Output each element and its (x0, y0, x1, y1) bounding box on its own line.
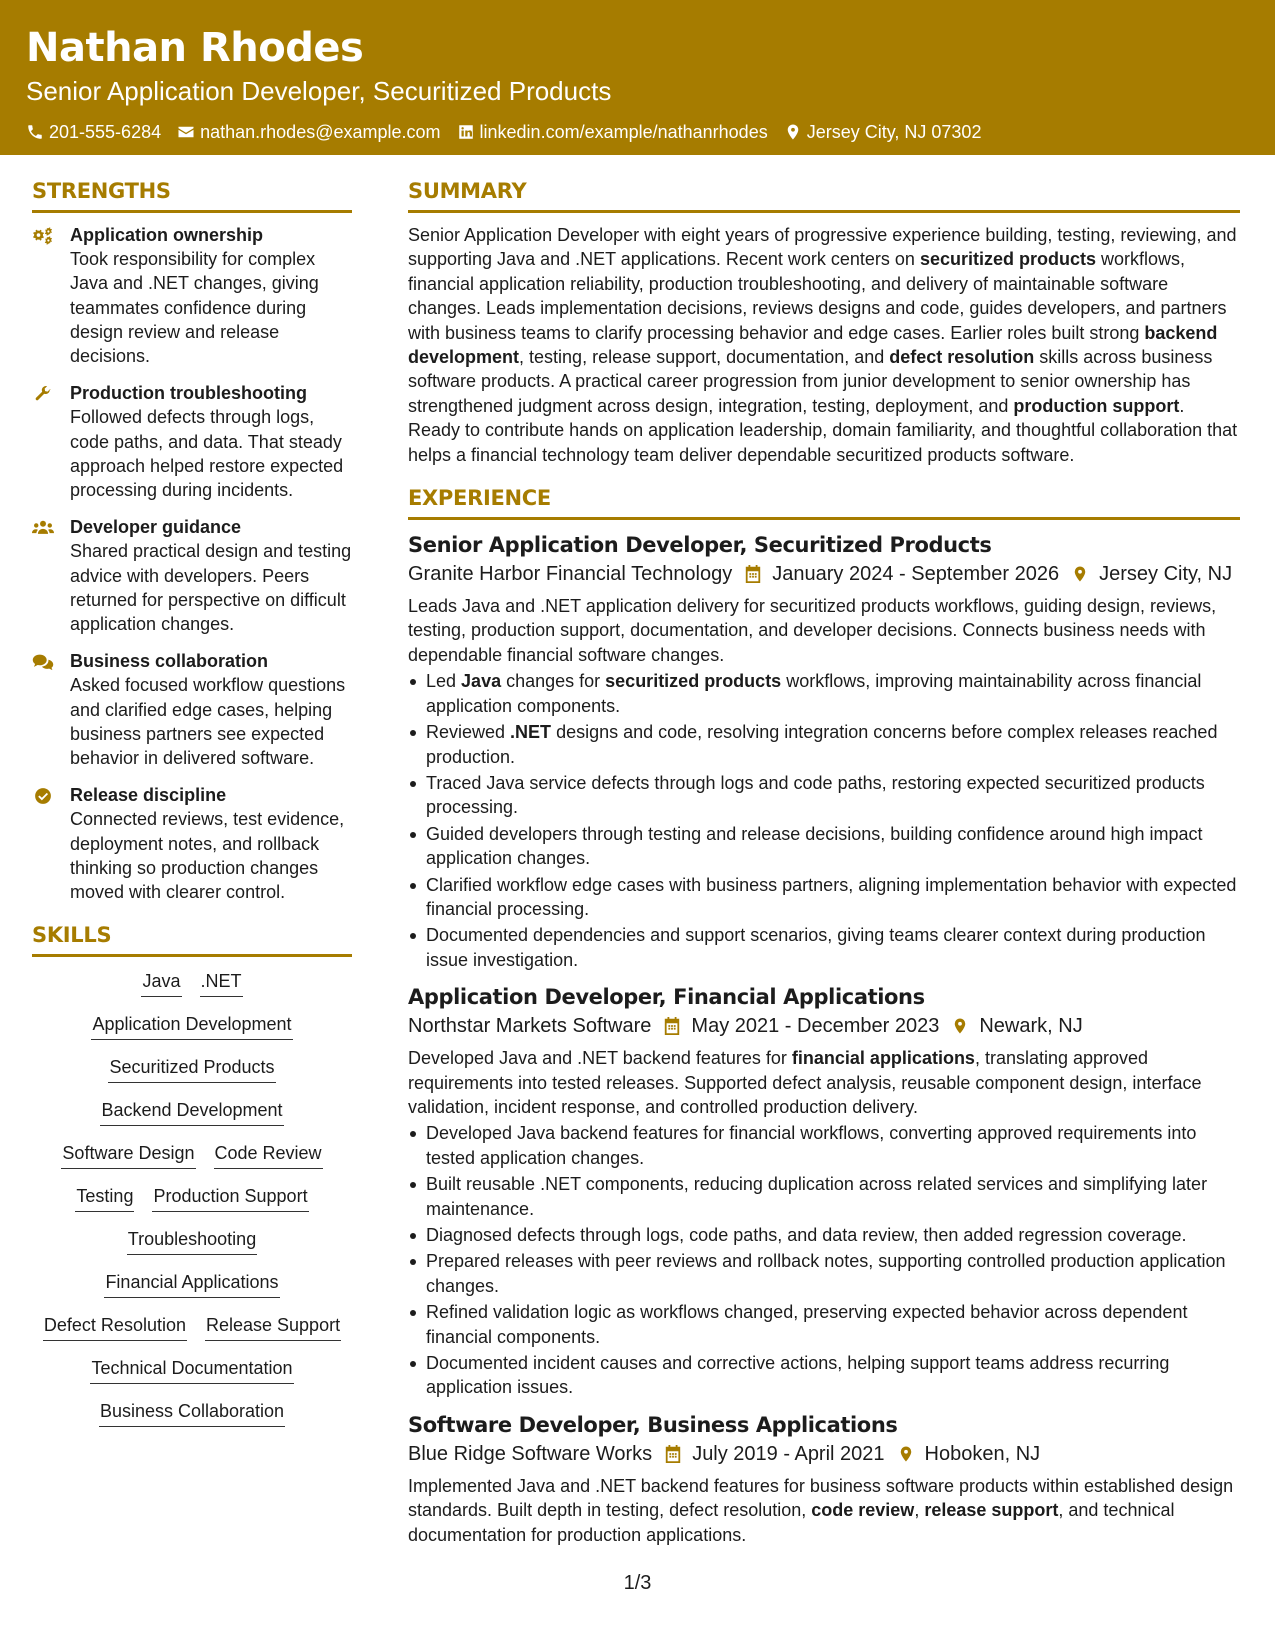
skill-tag: Securitized Products (108, 1055, 275, 1083)
location-text: Jersey City, NJ 07302 (806, 122, 982, 142)
skill-tag: Backend Development (100, 1098, 283, 1126)
job-bullets (408, 1121, 1240, 1399)
map-pin-icon (784, 123, 802, 141)
contact-email[interactable] (177, 120, 440, 144)
job-entry (408, 1410, 1240, 1547)
strength-item (32, 649, 352, 770)
strength-title: Developer guidance (70, 517, 242, 538)
strength-title: Application ownership (70, 225, 264, 245)
summary-heading: SUMMARY (408, 176, 1240, 213)
strength-text: Followed defects through logs, code paths, and data. That steady approach helped restore expected processing during incidents. (70, 407, 344, 501)
job-company: Blue Ridge Software Works (408, 1442, 653, 1465)
linkedin-text: linkedin.com/example/nathanrhodes (479, 122, 768, 142)
bullet-item: Refined validation logic as workflows changed, preserving expected behavior across dependent financial components. (408, 1300, 1240, 1349)
gears-icon (32, 227, 54, 245)
left-column (32, 176, 352, 1442)
skill-tag: Technical Documentation (90, 1356, 293, 1384)
bullet-item: Built reusable .NET components, reducing duplication across related services and simplifying later maintenance. (408, 1172, 1240, 1221)
envelope-icon (177, 123, 195, 141)
job-meta (408, 1012, 1240, 1040)
phone-text: 201-555-6284 (49, 122, 162, 142)
job-description: Implemented Java and .NET backend features for business software products within established design standards. Built depth in testing, defect resolution, code review, release support, and technical documentation for production applications. (408, 1475, 1234, 1545)
bullet-item: Clarified workflow edge cases with business partners, aligning implementation behavior with expected financial processing. (408, 873, 1240, 922)
candidate-name: Nathan Rhodes (26, 25, 364, 71)
linkedin-icon (457, 123, 475, 141)
skills-heading: SKILLS (32, 920, 352, 957)
job-entry (408, 530, 1240, 972)
bullet-item: Led Java changes for securitized products workflows, improving maintainability across financial application components. (408, 669, 1240, 718)
skill-tag: Software Design (61, 1141, 195, 1169)
job-meta (408, 1440, 1240, 1468)
strength-item (32, 223, 352, 368)
strength-title: Release discipline (70, 785, 227, 806)
strength-item (32, 381, 352, 502)
skill-tag: Defect Resolution (43, 1313, 187, 1341)
resume-header (0, 0, 1275, 155)
skill-tag: Java (141, 969, 181, 997)
job-title: Senior Application Developer, Securitized Products (408, 533, 992, 558)
map-pin-icon (1071, 564, 1089, 584)
skill-tag: Production Support (152, 1184, 308, 1212)
strength-item (32, 515, 352, 636)
skill-tag: Financial Applications (104, 1270, 279, 1298)
map-pin-icon (897, 1444, 915, 1464)
skills-list (32, 969, 352, 1427)
check-circle-icon (32, 787, 54, 805)
bullet-item: Guided developers through testing and release decisions, building confidence around high impact application changes. (408, 822, 1240, 871)
job-description: Developed Java and .NET backend features for financial applications, translating approved requirements into tested releases. Supported defect analysis, reusable component design, interface validation, incident response, and controlled production delivery. (408, 1048, 1202, 1117)
candidate-headline: Senior Application Developer, Securitized Products (26, 76, 612, 106)
bullet-item: Traced Java service defects through logs and code paths, restoring expected securitized products processing. (408, 771, 1240, 820)
skill-tag: Release Support (205, 1313, 341, 1341)
job-dates: January 2024 - September 2026 (772, 563, 1060, 586)
job-location: Newark, NJ (979, 1015, 1083, 1038)
skill-tag: Code Review (214, 1141, 323, 1169)
job-dates: May 2021 - December 2023 (691, 1015, 940, 1038)
bullet-item: Prepared releases with peer reviews and rollback notes, supporting controlled production application changes. (408, 1249, 1240, 1298)
strength-title: Business collaboration (70, 651, 269, 672)
calendar-icon (663, 1016, 681, 1036)
strength-text: Asked focused workflow questions and clarified edge cases, helping business partners see expected behavior in delivered software. (70, 675, 346, 769)
strength-text: Shared practical design and testing advice with developers. Peers returned for perspective on difficult application changes. (70, 541, 352, 635)
job-entry (408, 982, 1240, 1400)
contact-location (784, 120, 982, 144)
job-meta (408, 560, 1240, 588)
bullet-item: Developed Java backend features for financial workflows, converting approved requirements into tested application changes. (408, 1121, 1240, 1170)
wrench-icon (32, 385, 54, 403)
phone-icon (26, 123, 44, 141)
skill-tag: Testing (75, 1184, 134, 1212)
contact-phone[interactable] (26, 120, 161, 144)
job-description: Leads Java and .NET application delivery for securitized products workflows, guiding design, reviews, testing, production support, documentation, and developer decisions. Connects business needs with dependable financial software changes. (408, 596, 1217, 665)
job-location: Hoboken, NJ (924, 1442, 1041, 1465)
comments-icon (32, 653, 54, 671)
email-text: nathan.rhodes@example.com (200, 122, 441, 142)
job-title: Software Developer, Business Applications (408, 1412, 898, 1437)
calendar-icon (744, 564, 762, 584)
strengths-heading: STRENGTHS (32, 176, 352, 213)
calendar-icon (664, 1444, 682, 1464)
skill-tag: .NET (200, 969, 243, 997)
job-company: Granite Harbor Financial Technology (408, 563, 733, 586)
strength-title: Production troubleshooting (70, 383, 307, 404)
job-dates: July 2019 - April 2021 (692, 1442, 885, 1465)
map-pin-icon (951, 1016, 969, 1036)
job-location: Jersey City, NJ (1099, 563, 1233, 586)
strength-text: Took responsibility for complex Java and .NET changes, giving teammates confidence during design review and release decisions. (70, 249, 319, 367)
skill-tag: Application Development (91, 1012, 292, 1040)
page-number: 1/3 (623, 1572, 652, 1594)
job-title: Application Developer, Financial Applications (408, 985, 925, 1010)
bullet-item: Diagnosed defects through logs, code paths, and data review, then added regression coverage. (408, 1223, 1240, 1247)
experience-heading: EXPERIENCE (408, 483, 1240, 520)
bullet-item: Documented incident causes and corrective actions, helping support teams address recurring application issues. (408, 1351, 1240, 1400)
strength-text: Connected reviews, test evidence, deployment notes, and rollback thinking so production changes moved with clearer control. (70, 809, 345, 903)
job-company: Northstar Markets Software (408, 1015, 652, 1038)
bullet-item: Documented dependencies and support scenarios, giving teams clearer context during production issue investigation. (408, 923, 1240, 972)
skill-tag: Business Collaboration (99, 1399, 285, 1427)
job-bullets (408, 669, 1240, 972)
contact-bar (26, 120, 1249, 144)
users-icon (32, 519, 54, 537)
skill-tag: Troubleshooting (127, 1227, 257, 1255)
contact-linkedin[interactable] (457, 120, 768, 144)
bullet-item: Reviewed .NET designs and code, resolving integration concerns before complex releases reached production. (408, 720, 1240, 769)
summary-text: Senior Application Developer with eight years of progressive experience building, testing, reviewing, and supporting Java and .NET applications. Recent work centers on securitized products workflows, financial application reliability, production troubleshooting, and delivery of maintainable software changes. Leads implementation decisions, reviews designs and code, guides developers, and partners with business teams to clarify processing behavior and edge cases. Earlier roles built strong backend development, testing, release support, documentation, and defect resolution skills across business software products. A practical career progression from junior development to senior ownership has strengthened judgment across design, integration, testing, deployment, and production support. Ready to contribute hands on application leadership, domain familiarity, and thoughtful collaboration that helps a financial technology team deliver dependable securitized products software. (408, 225, 1238, 465)
right-column (408, 176, 1240, 1549)
strength-item (32, 783, 352, 904)
